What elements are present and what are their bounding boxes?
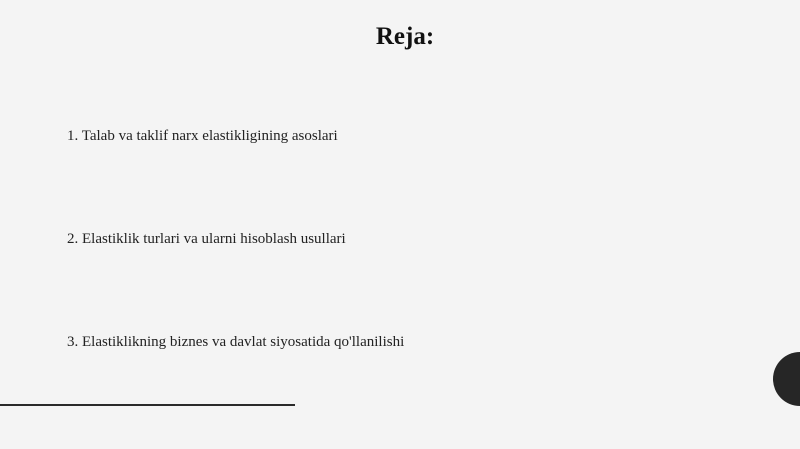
plan-item-1: 1. Talab va taklif narx elastikligining asoslari <box>67 128 338 144</box>
plan-item-2: 2. Elastiklik turlari va ularni hisoblash usullari <box>67 231 346 247</box>
decorative-divider-line <box>0 404 295 406</box>
plan-item-3: 3. Elastiklikning biznes va davlat siyosatida qo'llanilishi <box>67 334 405 350</box>
slide-title: Reja: <box>375 23 435 50</box>
decorative-circle-icon <box>773 352 800 406</box>
